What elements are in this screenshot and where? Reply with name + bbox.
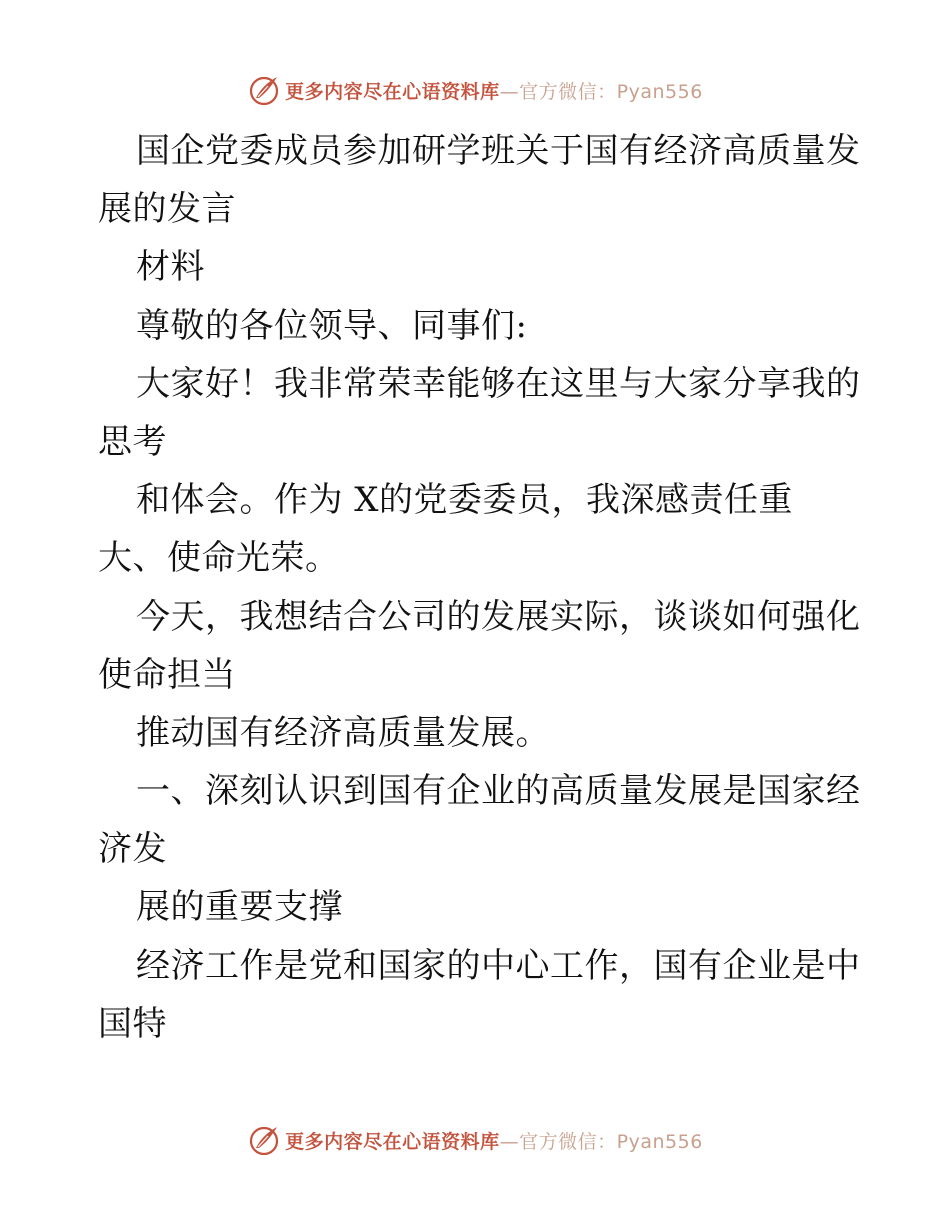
promo-text [285, 1127, 703, 1154]
doc-line: 一、深刻认识到国有企业的高质量发展是国家经 [136, 771, 861, 812]
doc-line: 经济工作是党和国家的中心工作，国有企业是中 [136, 945, 861, 986]
quill-pen-circle-icon [247, 1123, 281, 1157]
footer-banner [0, 1120, 950, 1160]
promo-primary: 更多内容尽在心语资料库 [285, 80, 500, 103]
doc-line: 大、使命光荣。 [98, 538, 340, 579]
doc-line: 尊敬的各位领导、同事们: [136, 305, 528, 346]
doc-line: 展的重要支撑 [136, 887, 343, 928]
promo-secondary: —官方微信：Pyan556 [499, 1130, 703, 1153]
promo-primary: 更多内容尽在心语资料库 [285, 1130, 500, 1153]
doc-line: 国企党委成员参加研学班关于国有经济高质量发 [136, 131, 861, 171]
doc-line: 材料 [136, 247, 205, 288]
doc-line: 大家好！我非常荣幸能够在这里与大家分享我的 [136, 363, 861, 404]
promo-secondary: —官方微信：Pyan556 [499, 80, 703, 103]
doc-line: 和体会。作为 X的党委委员，我深感责任重 [136, 480, 794, 521]
doc-line: 今天，我想结合公司的发展实际，谈谈如何强化 [136, 596, 861, 637]
doc-line: 思考 [98, 421, 167, 462]
doc-line: 推动国有经济高质量发展。 [136, 712, 550, 753]
doc-line: 国特 [98, 1003, 167, 1044]
doc-line: 济发 [98, 829, 167, 870]
header-banner [0, 70, 950, 110]
promo-text [285, 77, 703, 104]
doc-line: 使命担当 [98, 654, 236, 695]
doc-line: 展的发言 [98, 189, 236, 230]
document-body [98, 122, 861, 1053]
quill-pen-circle-icon [247, 73, 281, 107]
